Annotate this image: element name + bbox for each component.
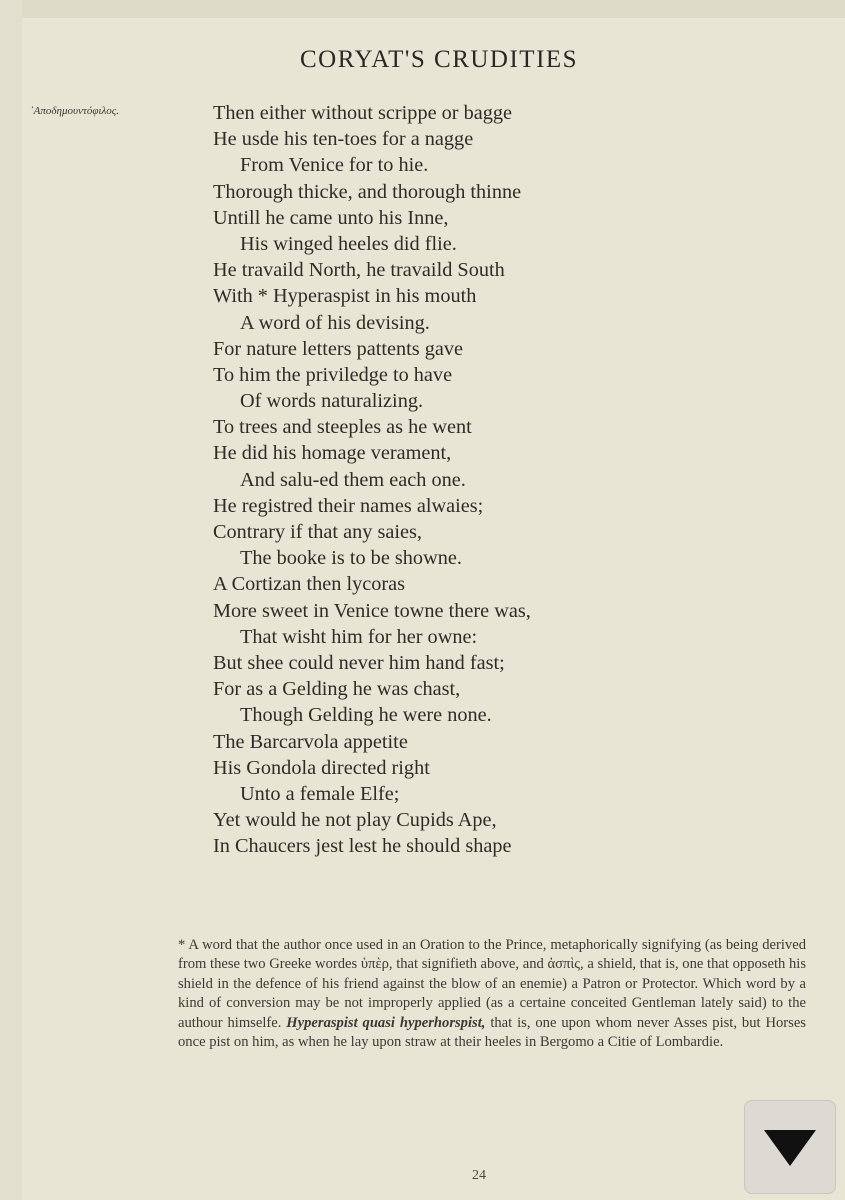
- poem-line: But shee could never him hand fast;: [213, 651, 505, 674]
- poem-line: To trees and steeples as he went: [213, 416, 472, 439]
- poem-line: His Gondola directed right: [213, 756, 430, 779]
- footnote: [178, 936, 806, 1052]
- left-margin: [0, 0, 22, 1200]
- footnote-text-2: that is, one upon whom never Asses pist, but Horses once pist on him, as when he lay upon straw at their heeles in Bergomo a Citie of Lombardie.: [178, 1014, 806, 1051]
- poem-line: For as a Gelding he was chast,: [213, 678, 461, 701]
- poem-line: More sweet in Venice towne there was,: [213, 599, 531, 622]
- poem-line: Unto a female Elfe;: [240, 782, 400, 805]
- poem-line: Yet would he not play Cupids Ape,: [213, 809, 497, 832]
- poem-line: A Cortizan then lycoras: [213, 573, 406, 596]
- poem-line: The booke is to be showne.: [240, 547, 462, 570]
- poem-line: He travaild North, he travaild South: [213, 259, 505, 282]
- poem-line: Untill he came unto his Inne,: [213, 206, 449, 229]
- top-band: [0, 0, 845, 18]
- poem-line: With * Hyperaspist in his mouth: [213, 285, 477, 308]
- footnote-text-1: * A word that the author once used in an Oration to the Prince, metaphorically signifying (as being derived from these two Greeke wordes ὑπὲρ, that signifieth above, and ἀσπὶς, a shield, that is, one that opposeth his shield in the defence of his friend against the blow of an enemie) a Patron or Protector. Which word by a kind of conversion may be not improperly applied (as a certaine conceited Gentleman lately said) to the authour himselfe.: [178, 937, 806, 1031]
- marginal-note: ᾿Αποδημουντόφιλος.: [30, 105, 119, 117]
- poem-line: He registred their names alwaies;: [213, 494, 484, 517]
- scroll-down-button[interactable]: [744, 1100, 836, 1194]
- poem-line: Thorough thicke, and thorough thinne: [213, 180, 522, 203]
- running-header: CORYAT'S CRUDITIES: [300, 46, 579, 73]
- poem-line: Then either without scrippe or bagge: [213, 102, 513, 124]
- poem-line: And salu-ed them each one.: [240, 468, 466, 491]
- poem-line: From Venice for to hie.: [240, 154, 429, 177]
- poem-line: His winged heeles did flie.: [240, 232, 457, 255]
- poem-line: He did his homage verament,: [213, 442, 452, 465]
- poem-line: He usde his ten-toes for a nagge: [213, 128, 474, 151]
- poem-line: To him the priviledge to have: [213, 363, 453, 386]
- poem-line: The Barcarvola appetite: [213, 730, 408, 753]
- poem: [213, 100, 813, 859]
- triangle-down-icon: [762, 1128, 818, 1168]
- poem-line: That wisht him for her owne:: [240, 625, 478, 648]
- footnote-italic: Hyperaspist quasi hyperhorspist,: [286, 1014, 486, 1031]
- page-number: 24: [472, 1168, 486, 1183]
- poem-line: Contrary if that any saies,: [213, 521, 422, 543]
- poem-line: For nature letters pattents gave: [213, 337, 464, 360]
- poem-line: A word of his devising.: [240, 311, 430, 334]
- poem-line: Though Gelding he were none.: [240, 704, 492, 727]
- poem-line: Of words naturalizing.: [240, 390, 424, 413]
- poem-line: In Chaucers jest lest he should shape: [213, 835, 512, 858]
